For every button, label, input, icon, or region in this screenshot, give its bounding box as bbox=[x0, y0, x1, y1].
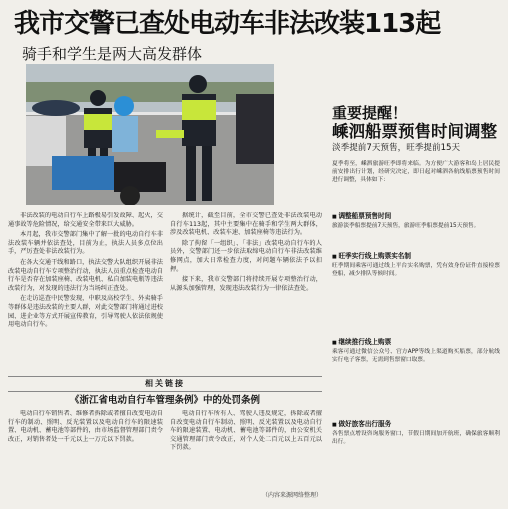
paragraph: 电动自行车销售者、维修者拆除或者擅自改变电动自行车的制动、照明、反光装置以及电动自行车的限速装置、电动机、蓄电池等部件的，由市场监督管理部门责令改正，对销售者处一千元以上一万元以下罚款。 bbox=[8, 410, 163, 443]
subheadline: 骑手和学生是两大高发群体 bbox=[22, 45, 203, 63]
paragraph: 接下来，我市交警部门将持续开展专项整治行动，从源头加强管理，发现违法改装行为一律依法查处。 bbox=[170, 276, 322, 292]
section-text: 旅游淡季船票提前7天预售，旅游旺季船票提前15天预售。 bbox=[332, 223, 480, 229]
section-text: 旺季期间乘客可通过线上平台实名购票，凭有效身份证件直接检票登船，减少排队等候时间。 bbox=[332, 263, 500, 278]
paragraph: 据统计，截至目前，全市交警已查处非法改装电动自行车113起，其中主要集中在骑手和学生两大群体，涉及改装电机、改装车速、加装座椅等违法行为。 bbox=[170, 212, 322, 237]
section-heading: ■ 做好旅客出行服务 bbox=[332, 420, 500, 430]
right-article-title: 嵊泗船票预售时间调整 bbox=[332, 122, 497, 141]
paragraph: 非法改装的电动自行车上路极易引发故障、起火，交通事故等危险情况，给交通安全带来巨大威胁。 bbox=[8, 212, 163, 228]
section-heading: ■ 调整船票预售时间 bbox=[332, 212, 500, 222]
right-article-intro: 夏季将至，嵊泗旅游旺季即将来临。为方便广大游客和岛上居民提前安排出行计划，经研究决定，即日起对嵊泗各航线船票预售时间进行调整，具体如下： bbox=[332, 161, 500, 184]
article-column-1 bbox=[8, 212, 163, 372]
paragraph: 本月起，我市交警部门集中了解一批的电动自行车非法改装车辆并依法查处，目前为止，执法人员多点位出手，严厉查处非法改装行为。 bbox=[8, 231, 163, 256]
sidebar-column-1 bbox=[8, 410, 163, 502]
section-heading: ■ 继续推行线上购票 bbox=[332, 338, 500, 348]
sidebar-column-2 bbox=[170, 410, 322, 502]
paragraph: 在各大交通干线和路口，执法交警大队组织开展非法改装电动自行车专项整治行动，执法人员重点检查电动自行车是否存在加装座椅、改装电机、私自加装电瓶等违法改装行为，对发现的违法行为当场纠正查处。 bbox=[8, 258, 163, 292]
section-heading: ■ 旺季实行线上购票实名制 bbox=[332, 252, 500, 262]
paragraph: 除了拘留「一组织」、「非法」改装电动自行车的人员外，交警部门还一步依法取缔电动自行车非法改装维修网点，加大日常检查力度，对问题车辆依法予以扣押。 bbox=[170, 239, 322, 273]
right-article-kicker: 重要提醒！ bbox=[332, 104, 408, 122]
paragraph: 电动自行车所有人、驾驶人违反规定，拆除或者擅自改变电动自行车制动、照明、反光装置以及电动自行车的限速装置、电动机、蓄电池等部件的，由公安机关交通管理部门责令改正，对个人处二百元以上五百元以下罚款。 bbox=[170, 410, 322, 452]
source-note: （内容来源网络整理） bbox=[261, 492, 322, 499]
related-links-label: 相关链接 bbox=[8, 376, 322, 392]
section-text: 乘客可通过微信公众号、官方APP等线上渠道购买船票，部分航线实行电子客票，无需到售票窗口取票。 bbox=[332, 349, 500, 364]
article-column-2 bbox=[170, 212, 322, 372]
right-article-subtitle: 淡季提前7天预售，旺季提前15天 bbox=[332, 143, 461, 153]
sidebar-title: 《浙江省电动自行车管理条例》中的处罚条例 bbox=[69, 395, 260, 406]
paragraph: 在走访巡查中民警发现，中职及高校学生、外卖骑手等群体是违法改装的主要人群，对此交警部门将通过进校园、进企业等方式开展宣传教育，引导驾驶人依法依规使用电动自行车。 bbox=[8, 295, 163, 329]
news-photo bbox=[26, 64, 274, 205]
headline: 我市交警已查处电动车非法改装113起 bbox=[14, 9, 441, 39]
section-text: 各售票点增设咨询服务窗口，节假日期间加开航班，确保旅客顺利出行。 bbox=[332, 431, 500, 446]
